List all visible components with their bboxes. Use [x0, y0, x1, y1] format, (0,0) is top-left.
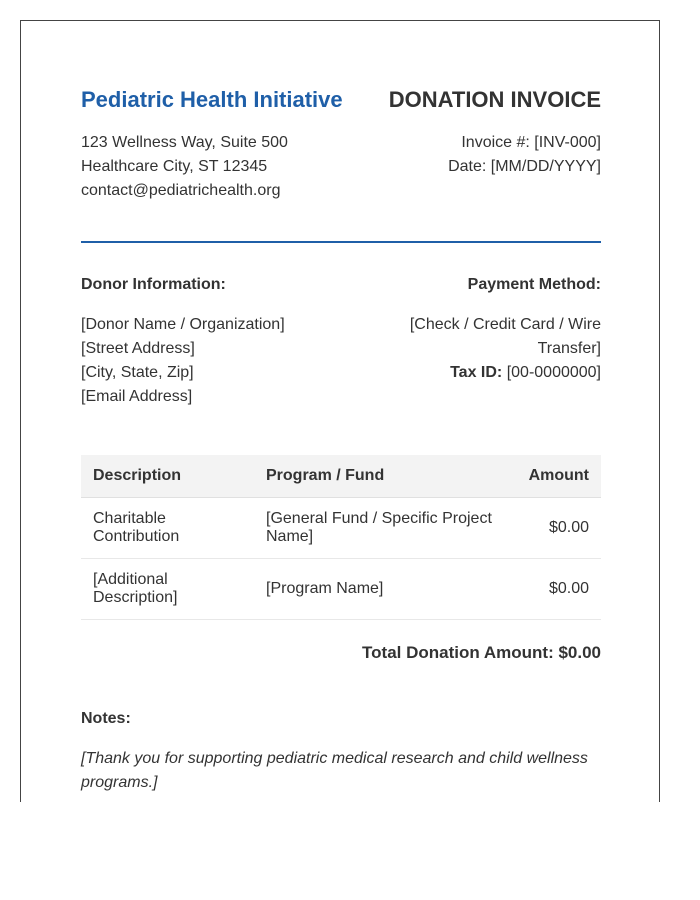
- column-header-description: Description: [81, 455, 254, 498]
- table-row: [81, 559, 601, 620]
- row-amount: $0.00: [516, 559, 601, 620]
- row-description-line-2: Description]: [93, 589, 178, 606]
- donor-street: [Street Address]: [81, 340, 195, 357]
- organization-address: [81, 131, 288, 203]
- donor-heading: Donor Information:: [81, 276, 226, 293]
- invoice-meta: [448, 131, 601, 179]
- column-header-amount: Amount: [516, 455, 601, 498]
- row-program: [254, 498, 516, 559]
- invoice-page: [20, 20, 660, 802]
- column-header-program: Program / Fund: [254, 455, 516, 498]
- invoice-header: [81, 85, 601, 205]
- donor-name: [Donor Name / Organization]: [81, 316, 285, 333]
- payment-method-line-1: [Check / Credit Card / Wire: [409, 316, 601, 333]
- notes-text: [Thank you for supporting pediatric medical research and child wellness programs.]: [81, 750, 588, 791]
- organization-email: contact@pediatrichealth.org: [81, 182, 281, 199]
- tax-id-value: [00-0000000]: [502, 364, 601, 381]
- total-donation-amount: Total Donation Amount: $0.00: [362, 643, 601, 662]
- payment-method-line-2: Transfer]: [537, 340, 601, 357]
- row-description-line-1: Charitable: [93, 510, 166, 527]
- organization-name: Pediatric Health Initiative: [81, 87, 343, 112]
- donor-information: [81, 273, 341, 409]
- row-program-line-1: [Program Name]: [266, 580, 384, 597]
- row-program: [254, 559, 516, 620]
- row-description-line-1: [Additional: [93, 571, 168, 588]
- donation-table: [81, 455, 601, 620]
- row-amount: $0.00: [516, 498, 601, 559]
- row-description: [81, 498, 254, 559]
- invoice-title: DONATION INVOICE: [388, 87, 601, 112]
- address-line-2: Healthcare City, ST 12345: [81, 158, 268, 175]
- row-program-line-2: Name]: [266, 528, 314, 545]
- donor-email: [Email Address]: [81, 388, 193, 405]
- payment-heading: Payment Method:: [467, 276, 601, 293]
- notes-heading: Notes:: [81, 710, 131, 727]
- invoice-date: Date: [MM/DD/YYYY]: [448, 158, 601, 175]
- row-description-line-2: Contribution: [93, 528, 180, 545]
- invoice-number: Invoice #: [INV-000]: [461, 134, 601, 151]
- tax-id-label: Tax ID:: [450, 364, 503, 381]
- header-divider: [81, 241, 601, 243]
- row-program-line-1: [General Fund / Specific Project: [266, 510, 492, 527]
- donation-table-wrapper: [81, 455, 601, 620]
- row-description: [81, 559, 254, 620]
- notes-section: [81, 707, 601, 795]
- payment-information: [381, 273, 601, 385]
- tax-id: [381, 361, 601, 385]
- table-header-row: [81, 455, 601, 498]
- donor-city: [City, State, Zip]: [81, 364, 194, 381]
- address-line-1: 123 Wellness Way, Suite 500: [81, 134, 288, 151]
- table-row: [81, 498, 601, 559]
